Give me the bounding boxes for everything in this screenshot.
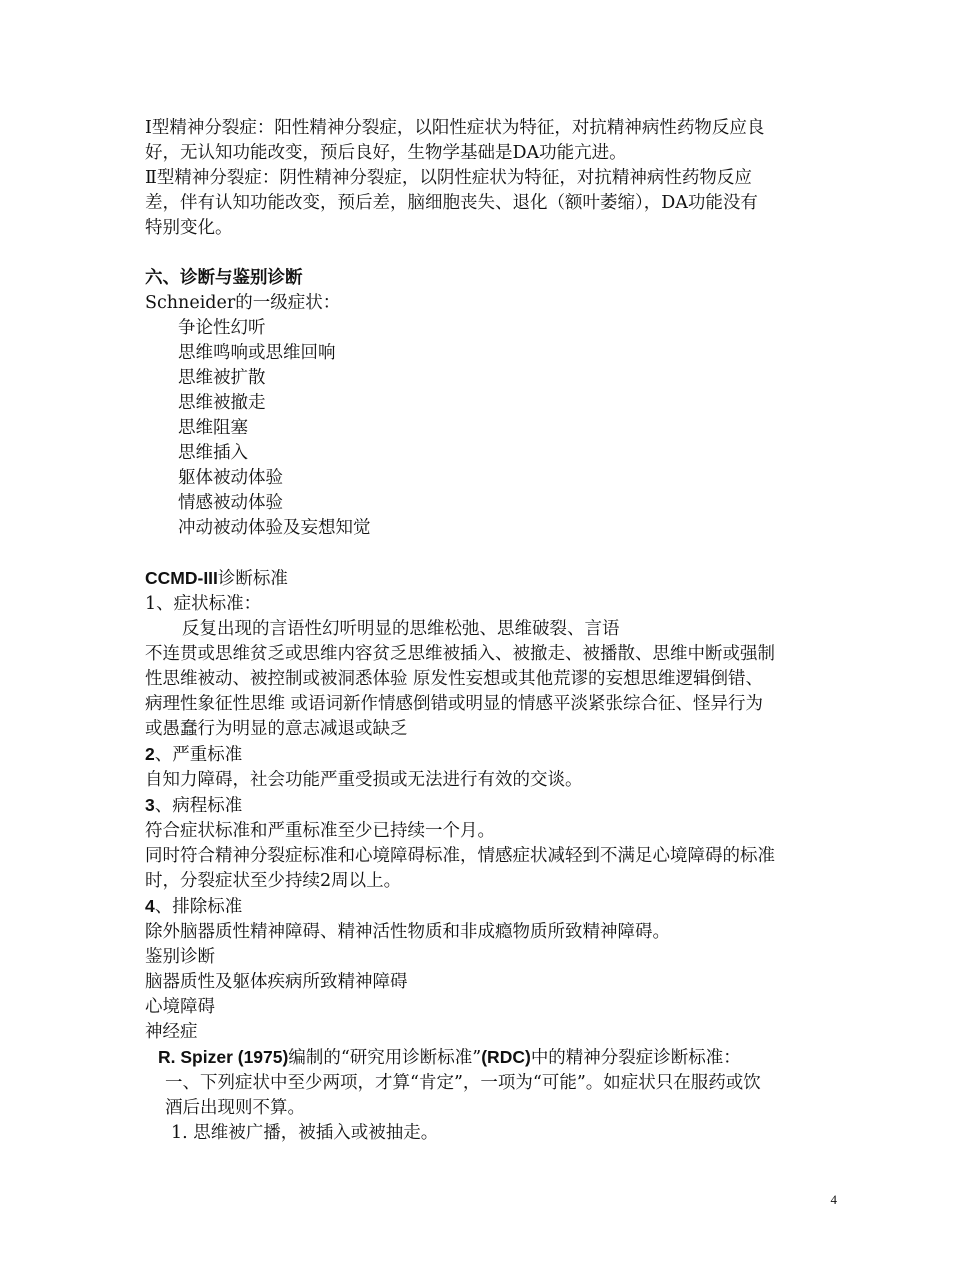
exclusion-text: 除外脑器质性精神障碍、精神活性物质和非成瘾物质所致精神障碍。: [145, 922, 670, 942]
list-item: 情感被动体验: [178, 493, 283, 513]
symptom-line: 病理性象征性思维 或语词新作情感倒错或明显的情感平淡紧张综合征、怪异行为: [145, 694, 764, 714]
page-number: 4: [830, 1192, 837, 1207]
schneider-list: [145, 316, 845, 541]
list-item: 思维被扩散: [178, 368, 266, 388]
differential-item: 心境障碍: [145, 997, 215, 1017]
rdc-heading: [145, 1045, 845, 1071]
course-criteria-title: [145, 793, 845, 819]
differential-item: 脑器质性及躯体疾病所致精神障碍: [145, 972, 408, 992]
course-title-text: 、病程标准: [154, 796, 243, 816]
list-item: 思维鸣响或思维回响: [178, 343, 336, 363]
rdc-heading-end: 中的精神分裂症诊断标准：: [530, 1048, 741, 1068]
type1-line-1: Ⅰ型精神分裂症：阳性精神分裂症，以阳性症状为特征，对抗精神病性药物反应良: [145, 118, 765, 138]
rdc-rule-line-2: 酒后出现则不算。: [165, 1098, 305, 1118]
course-line-2: 同时符合精神分裂症标准和心境障碍标准，情感症状减轻到不满足心境障碍的标准: [145, 846, 775, 866]
exclusion-number: 4: [145, 896, 155, 916]
list-item: 思维阻塞: [178, 418, 248, 438]
rdc-author: R. Spizer (1975): [158, 1047, 289, 1067]
list-item: 躯体被动体验: [178, 468, 283, 488]
ccmd-heading-code: CCMD-III: [145, 568, 218, 588]
exclusion-title-text: 、排除标准: [154, 897, 243, 917]
ccmd-heading-text: 诊断标准: [217, 569, 288, 589]
type2-line-1: Ⅱ型精神分裂症：阴性精神分裂症，以阴性症状为特征，对抗精神病性药物反应: [145, 168, 752, 188]
symptom-criteria-title: 1、症状标准：: [145, 594, 262, 614]
ccmd-heading: [145, 566, 845, 592]
rdc-rule-line-1: 一、下列症状中至少两项，才算“肯定”，一项为“可能”。如症状只在服药或饮: [165, 1073, 761, 1093]
type2-line-3: 特别变化。: [145, 218, 233, 238]
severity-text: 自知力障碍，社会功能严重受损或无法进行有效的交谈。: [145, 770, 583, 790]
document-page: [145, 116, 845, 1146]
rdc-abbreviation: (RDC): [481, 1047, 531, 1067]
severity-criteria-title: [145, 742, 845, 768]
symptom-line: 性思维被动、被控制或被洞悉体验 原发性妄想或其他荒谬的妄想思维逻辑倒错、: [145, 669, 764, 689]
exclusion-criteria-title: [145, 894, 845, 920]
symptom-line: 或愚蠢行为明显的意志减退或缺乏: [145, 719, 408, 739]
list-item: 思维被撤走: [178, 393, 266, 413]
list-item: 争论性幻听: [178, 318, 266, 338]
type1-line-2: 好，无认知功能改变，预后良好，生物学基础是DA功能亢进。: [145, 143, 627, 163]
differential-item: 神经症: [145, 1022, 198, 1042]
list-item: 思维插入: [178, 443, 248, 463]
type2-line-2: 差，伴有认知功能改变，预后差，脑细胞丧失、退化（额叶萎缩），DA功能没有: [145, 193, 758, 213]
course-number: 3: [145, 795, 155, 815]
list-item: 冲动被动体验及妄想知觉: [178, 518, 371, 538]
rdc-item-1: 1. 思维被广播，被插入或被抽走。: [171, 1123, 439, 1143]
symptom-line: 反复出现的言语性幻听明显的思维松弛、思维破裂、言语: [182, 619, 620, 639]
section-title: 六、诊断与鉴别诊断: [145, 268, 303, 288]
differential-title: 鉴别诊断: [145, 947, 215, 967]
rdc-heading-mid: 编制的“研究用诊断标准”: [288, 1048, 482, 1068]
course-line-1: 符合症状标准和严重标准至少已持续一个月。: [145, 821, 495, 841]
schneider-heading: Schneider的一级症状：: [145, 293, 341, 313]
spacer: [145, 541, 845, 566]
severity-title-text: 、严重标准: [154, 745, 243, 765]
severity-number: 2: [145, 744, 155, 764]
symptom-line: 不连贯或思维贫乏或思维内容贫乏思维被插入、被撤走、被播散、思维中断或强制: [145, 644, 775, 664]
course-line-3: 时，分裂症状至少持续2周以上。: [145, 871, 402, 891]
spacer: [145, 241, 845, 266]
